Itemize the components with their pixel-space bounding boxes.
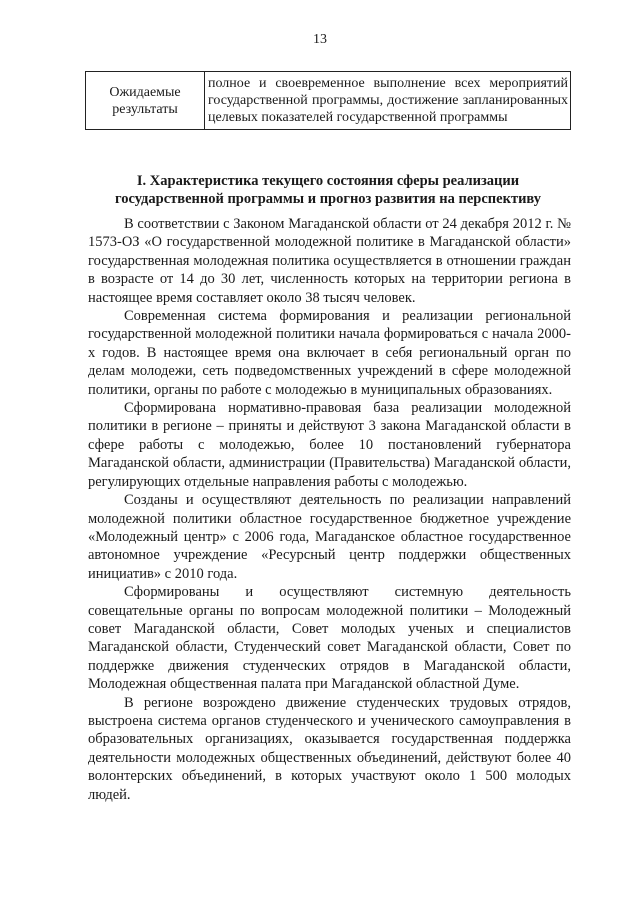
paragraph: В регионе возрождено движение студенческих трудовых отрядов, выстроена система органов студенческого и ученического самоуправления в образовательных организациях, оказывается государственная поддержка деятельности молодежных общественных объединений, действуют более 40 волонтерских объединений, в которых участвуют около 1 500 молодых людей.	[88, 694, 571, 803]
summary-table	[85, 71, 571, 130]
page-number: 13	[313, 32, 327, 47]
body-text	[88, 215, 571, 804]
table-value-cell: полное и своевременное выполнение всех мероприятий государственной программы, достижение запланированных целевых показателей государственной программы	[205, 72, 571, 130]
paragraph: Сформированы и осуществляют системную деятельность совещательные органы по вопросам молодежной политики – Молодежный совет Магаданской области, Совет молодых ученых и специалистов Магаданской области, Студенческий совет Магаданской области, Совет по поддержке движения студенческих отрядов в Магаданской области, Молодежная общественная палата при Магаданской областной Думе.	[88, 584, 571, 693]
section-heading: I. Характеристика текущего состояния сферы реализации государственной программы и прогноз развития на перспективу	[114, 173, 542, 207]
paragraph: В соответствии с Законом Магаданской области от 24 декабря 2012 г. № 1573-ОЗ «О государственной молодежной политике в Магаданской области» государственная молодежная политика осуществляется в отношении граждан в возрасте от 14 до 30 лет, численность которых на территории региона в настоящее время составляет около 38 тысяч человек.	[88, 216, 571, 306]
paragraph: Созданы и осуществляют деятельность по реализации направлений молодежной политики областное государственное бюджетное учреждение «Молодежный центр» с 2006 года, Магаданское областное государственное автономное учреждение «Ресурсный центр поддержки общественных инициатив» с 2010 года.	[88, 492, 571, 582]
paragraph: Сформирована нормативно-правовая база реализации молодежной политики в регионе – приняты и действуют 3 закона Магаданской области в сфере работы с молодежью, более 10 постановлений губернатора Магаданской области, администрации (Правительства) Магаданской области, регулирующих отдельные направления работы с молодежью.	[88, 400, 571, 490]
table-label-cell: Ожидаемые результаты	[86, 72, 205, 130]
paragraph: Современная система формирования и реализации региональной государственной молодежной политики начала формироваться с начала 2000-х годов. В настоящее время она включает в себя региональный орган по делам молодежи, сеть подведомственных учреждений в сфере молодежной политики, органы по работе с молодежью в муниципальных образованиях.	[88, 308, 571, 398]
table-row	[86, 72, 571, 130]
